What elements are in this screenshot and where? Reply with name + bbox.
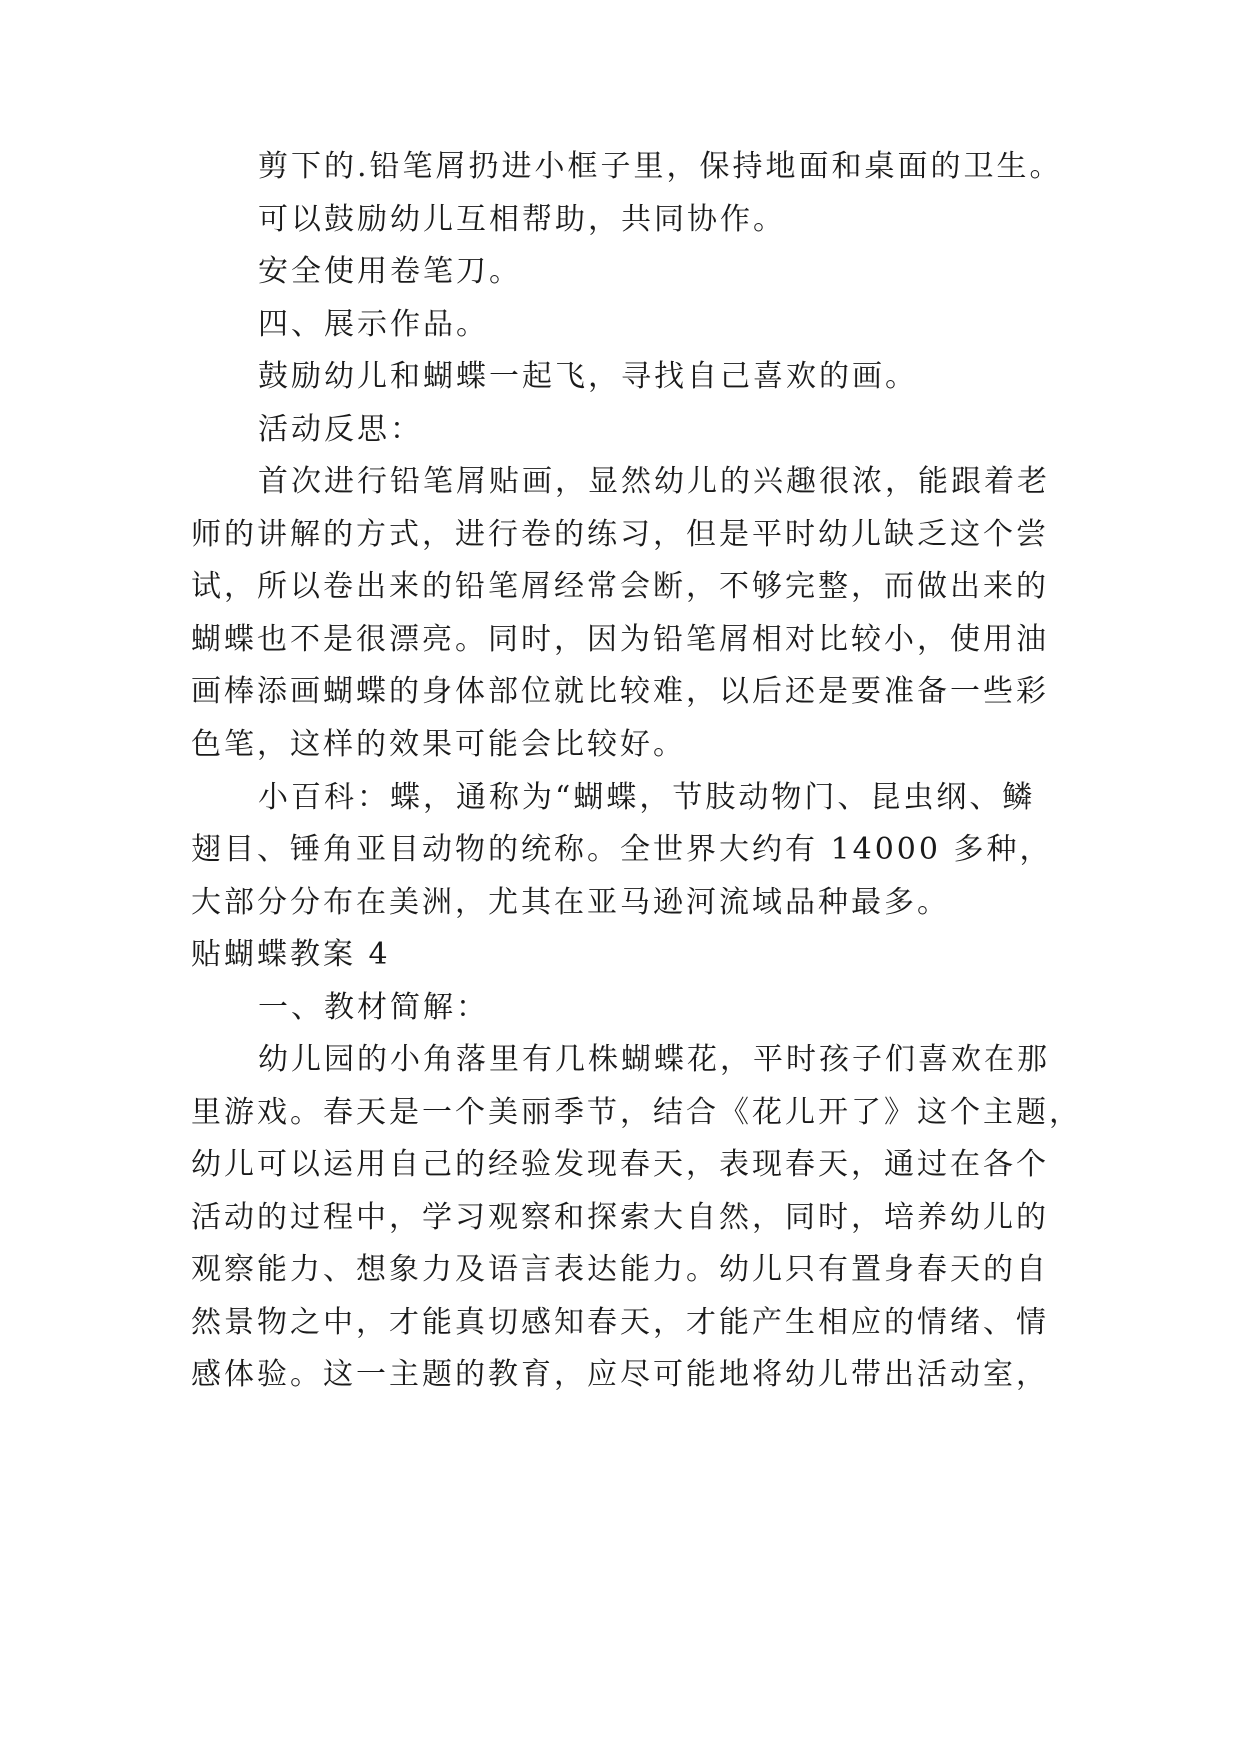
text-line: 里游戏。春天是一个美丽季节，结合《花儿开了》这个主题， xyxy=(191,1095,1082,1130)
section-heading: 一、教材简解： xyxy=(258,990,489,1025)
text-line: 小百科：蝶，通称为“蝴蝶，节肢动物门、昆虫纲、鳞 xyxy=(258,780,1036,815)
text-line: 蝴蝶也不是很漂亮。同时，因为铅笔屑相对比较小，使用油 xyxy=(191,622,1049,657)
text-line: 活动的过程中，学习观察和探索大自然，同时，培养幼儿的 xyxy=(191,1200,1049,1235)
text-line: 四、展示作品。 xyxy=(258,307,489,342)
text-line: 感体验。这一主题的教育，应尽可能地将幼儿带出活动室， xyxy=(191,1357,1049,1392)
text-line: 可以鼓励幼儿互相帮助，共同协作。 xyxy=(258,202,786,237)
section-heading: 活动反思： xyxy=(258,412,423,447)
text-line: 幼儿园的小角落里有几株蝴蝶花，平时孩子们喜欢在那 xyxy=(258,1042,1050,1077)
text-line: 安全使用卷笔刀。 xyxy=(258,254,522,289)
text-line: 剪下的.铅笔屑扔进小框子里，保持地面和桌面的卫生。 xyxy=(258,149,1063,184)
text-line: 师的讲解的方式，进行卷的练习，但是平时幼儿缺乏这个尝 xyxy=(191,517,1049,552)
text-line: 试，所以卷出来的铅笔屑经常会断，不够完整，而做出来的 xyxy=(191,569,1049,604)
document-title: 贴蝴蝶教案 4 xyxy=(191,937,391,972)
text-line: 大部分分布在美洲，尤其在亚马逊河流域品种最多。 xyxy=(191,885,950,920)
text-line: 然景物之中，才能真切感知春天，才能产生相应的情绪、情 xyxy=(191,1305,1049,1340)
text-line: 画棒添画蝴蝶的身体部位就比较难，以后还是要准备一些彩 xyxy=(191,674,1049,709)
text-line: 幼儿可以运用自己的经验发现春天，表现春天，通过在各个 xyxy=(191,1147,1049,1182)
text-line: 翅目、锤角亚目动物的统称。全世界大约有 14000 多种， xyxy=(191,832,1053,867)
text-line: 色笔，这样的效果可能会比较好。 xyxy=(191,727,686,762)
text-line: 首次进行铅笔屑贴画，显然幼儿的兴趣很浓，能跟着老 xyxy=(258,464,1050,499)
text-line: 观察能力、想象力及语言表达能力。幼儿只有置身春天的自 xyxy=(191,1252,1049,1287)
text-line: 鼓励幼儿和蝴蝶一起飞，寻找自己喜欢的画。 xyxy=(258,359,918,394)
